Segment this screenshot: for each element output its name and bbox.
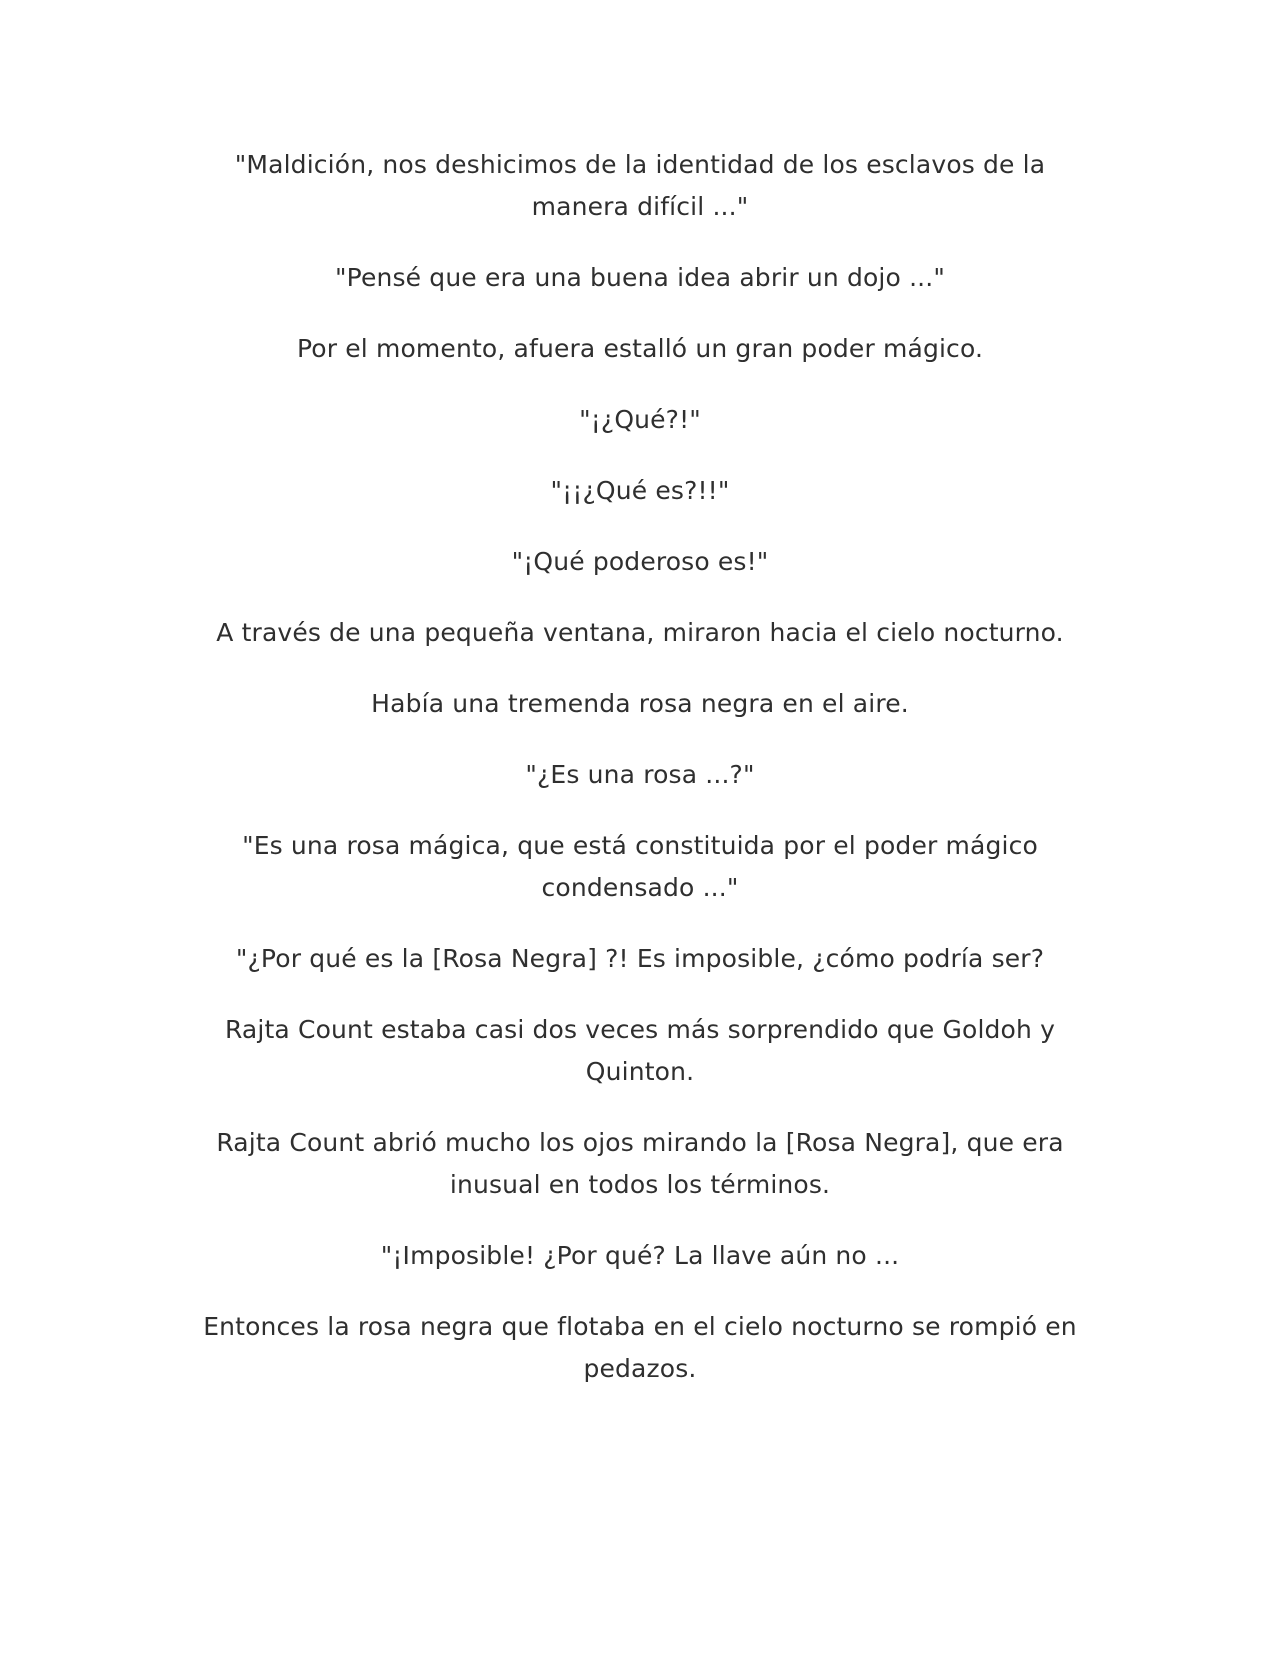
paragraph-2: "Pensé que era una buena idea abrir un dojo ..." xyxy=(334,263,946,292)
document-body xyxy=(190,144,1090,1390)
paragraph-12: Rajta Count estaba casi dos veces más sorprendido que Goldoh y Quinton. xyxy=(224,1015,1056,1086)
paragraph-6: "¡Qué poderoso es!" xyxy=(511,547,769,576)
paragraph-7: A través de una pequeña ventana, miraron hacia el cielo nocturno. xyxy=(216,618,1064,647)
paragraph-15: Entonces la rosa negra que flotaba en el cielo nocturno se rompió en pedazos. xyxy=(203,1312,1077,1383)
paragraph-3: Por el momento, afuera estalló un gran poder mágico. xyxy=(296,334,984,363)
paragraph-4: "¡¿Qué?!" xyxy=(579,405,701,434)
paragraph-1: "Maldición, nos deshicimos de la identidad de los esclavos de la manera difícil ..." xyxy=(234,150,1046,221)
paragraph-8: Había una tremenda rosa negra en el aire. xyxy=(371,689,909,718)
paragraph-5: "¡¡¿Qué es?!!" xyxy=(550,476,730,505)
paragraph-9: "¿Es una rosa ...?" xyxy=(525,760,755,789)
paragraph-14: "¡Imposible! ¿Por qué? La llave aún no ... xyxy=(380,1241,900,1270)
paragraph-13: Rajta Count abrió mucho los ojos mirando la [Rosa Negra], que era inusual en todos los términos. xyxy=(216,1128,1064,1199)
paragraph-10: "Es una rosa mágica, que está constituida por el poder mágico condensado ..." xyxy=(242,831,1038,902)
paragraph-11: "¿Por qué es la [Rosa Negra] ?! Es imposible, ¿cómo podría ser? xyxy=(235,944,1045,973)
